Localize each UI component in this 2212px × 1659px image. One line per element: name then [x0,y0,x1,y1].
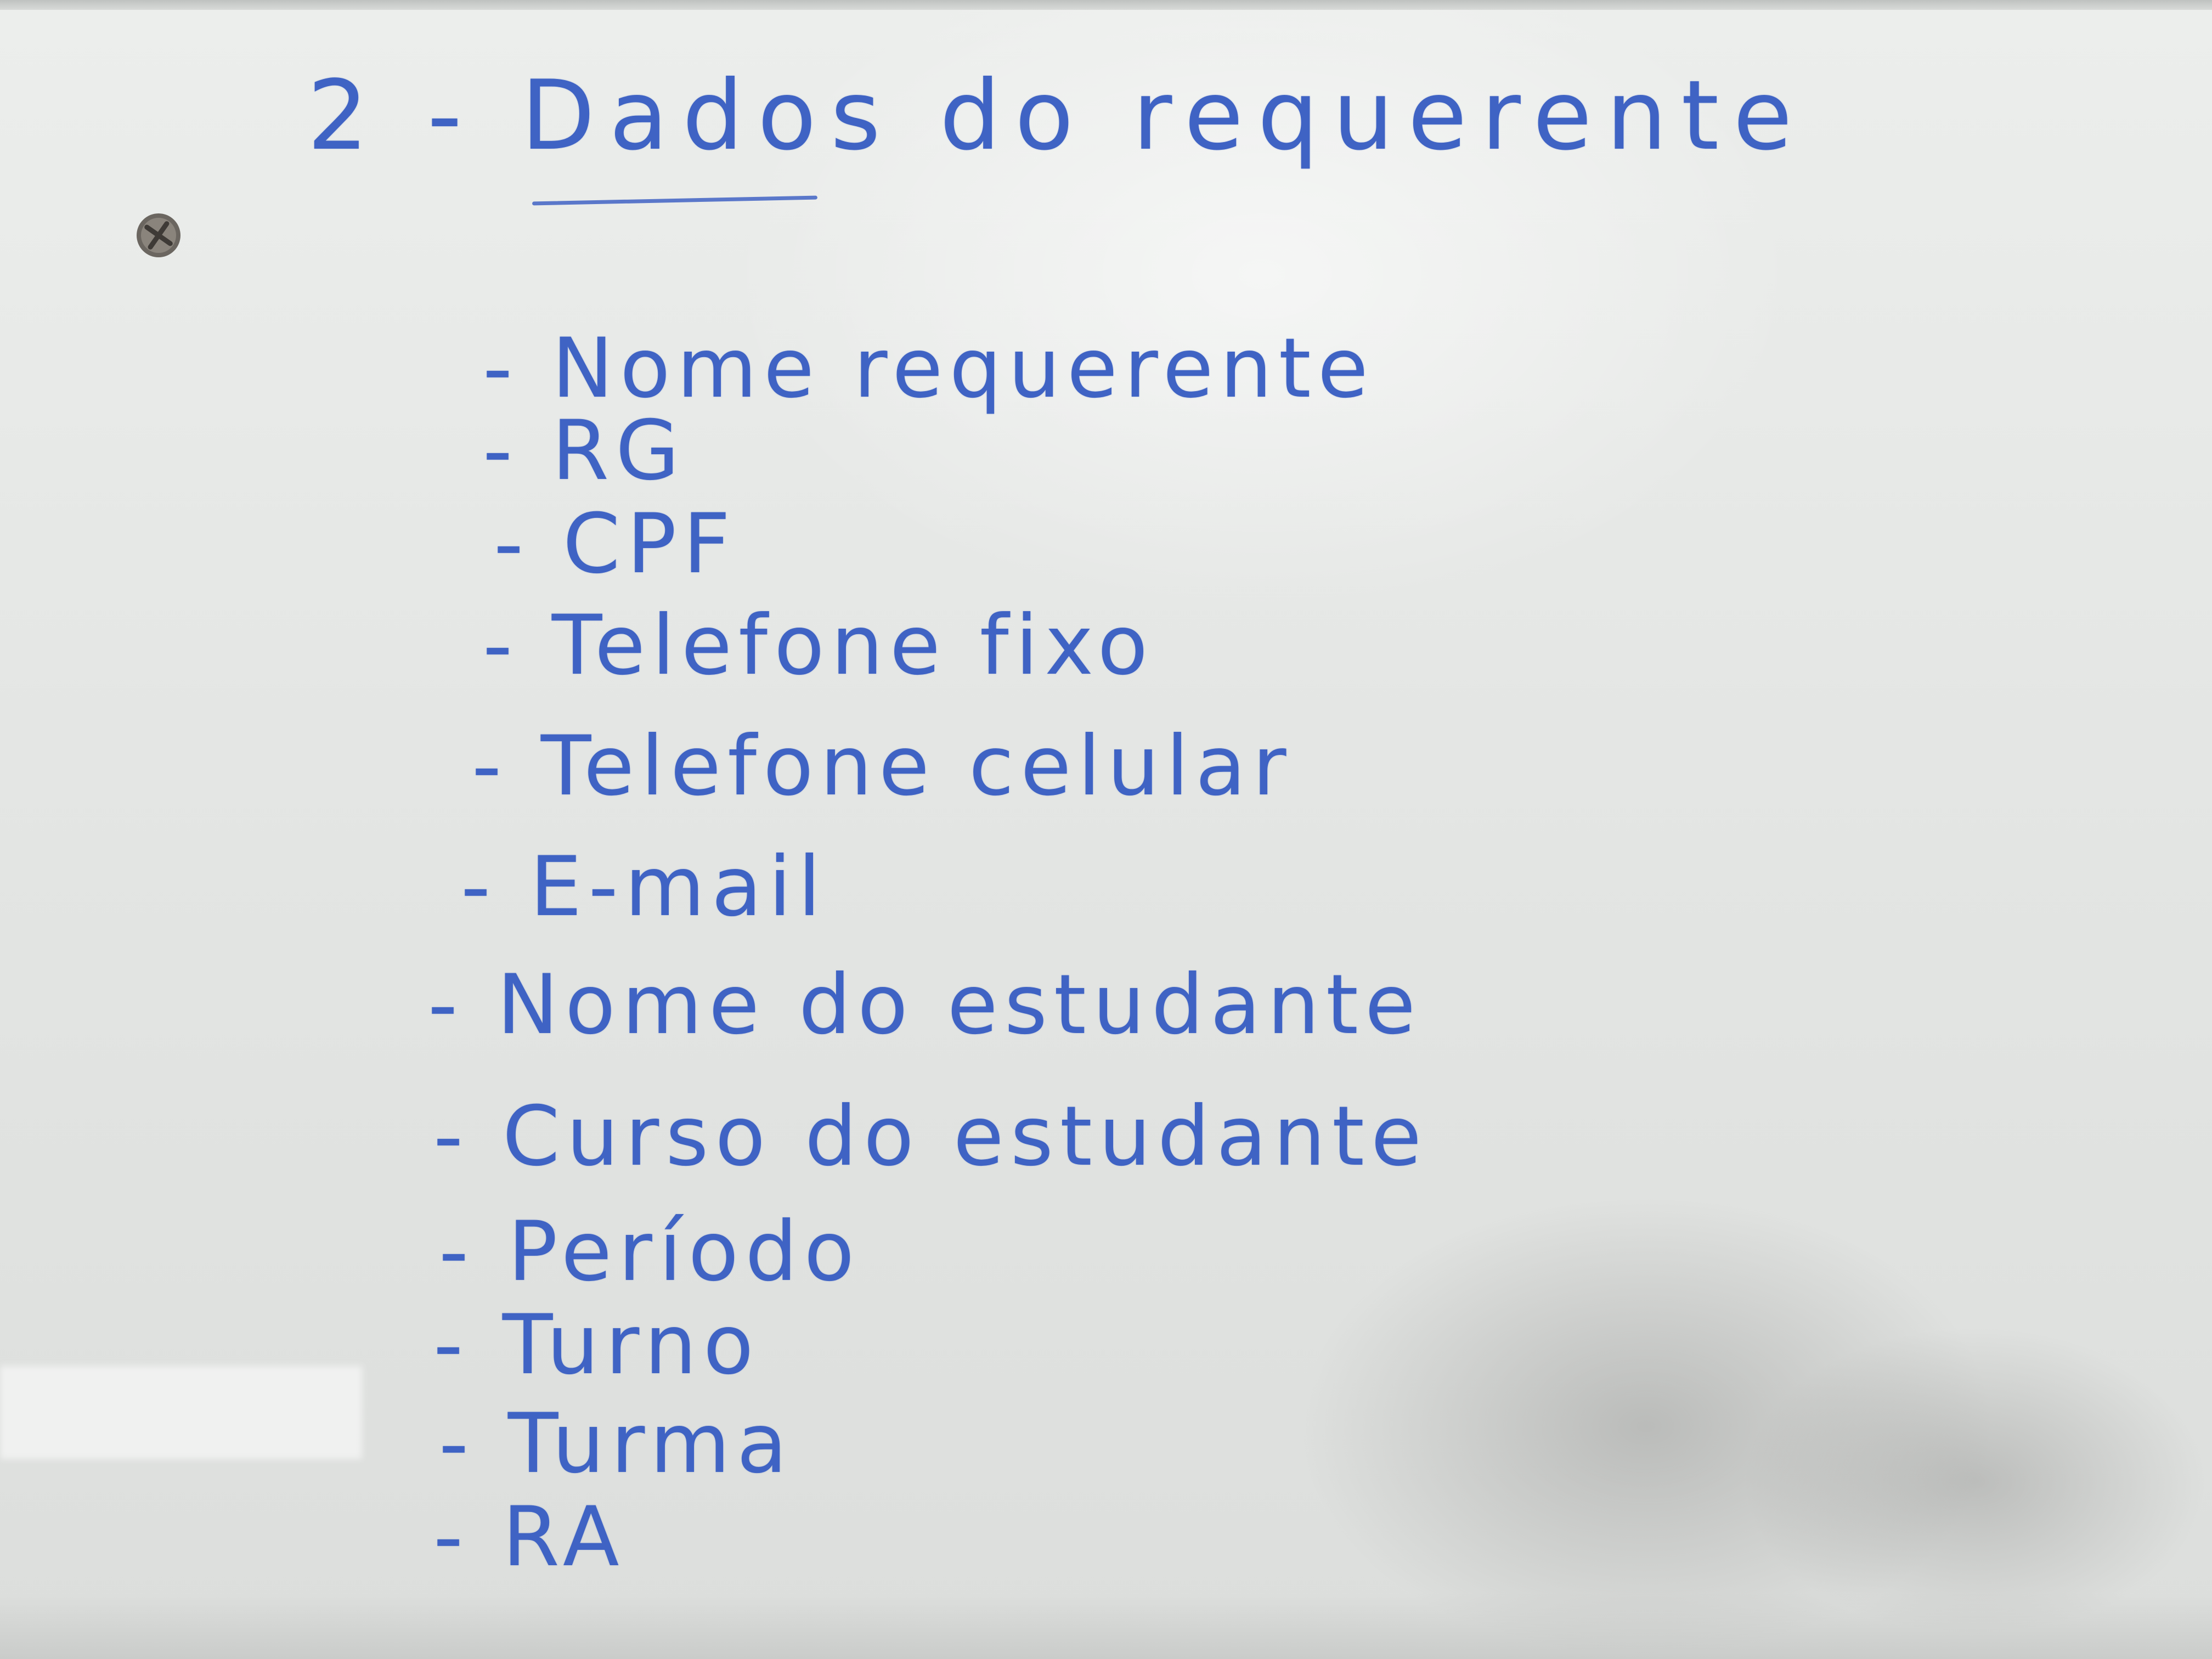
list-item: - CPF [494,496,737,592]
list-item: - Telefone fixo [483,598,1155,693]
title-underline [532,196,817,206]
board-shadow [0,1593,2212,1659]
whiteboard-frame [0,0,2212,10]
list-item: - RG [483,403,686,499]
screw-icon [134,211,183,259]
light-reflection [0,1366,362,1459]
section-title: 2 - Dados do requerente [307,60,1807,172]
list-item: - Telefone celular [472,719,1293,814]
list-item: - Turno [433,1297,760,1393]
list-item: - E-mail [461,839,828,935]
list-item: - Nome requerente [483,321,1375,416]
list-item: - Período [439,1204,861,1300]
list-item: - Turma [439,1396,794,1492]
list-item: - RA [433,1489,626,1585]
list-item: - Nome do estudante [428,957,1423,1053]
list-item: - Curso do estudante [433,1089,1429,1184]
